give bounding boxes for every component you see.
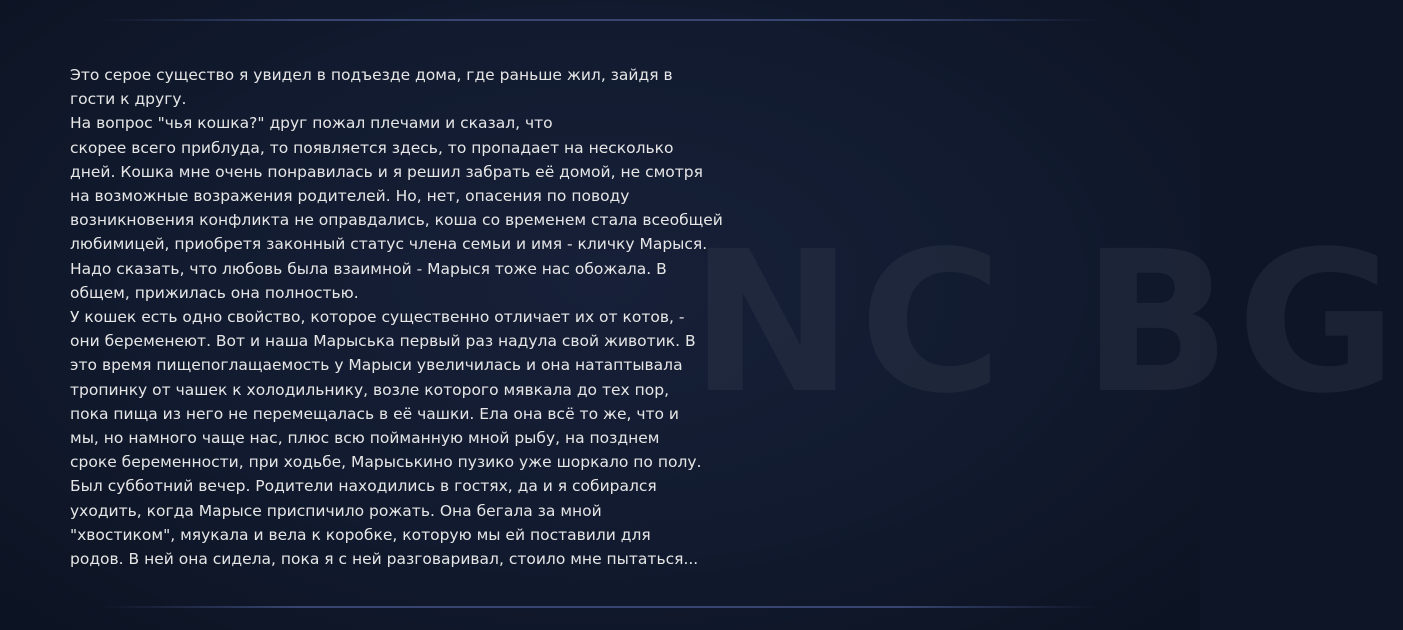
top-divider [100,19,1100,21]
story-line: они беременеют. Вот и наша Марыська первый раз надула свой животик. В [70,332,696,351]
story-line: родов. В ней она сидела, пока я с ней разговаривал, стоило мне пытаться... [70,550,699,569]
story-line: на возможные возражения родителей. Но, нет, опасения по поводу [70,187,630,206]
story-line: дней. Кошка мне очень понравилась и я решил забрать её домой, не смотря [70,162,703,181]
story-line: возникновения конфликта не оправдались, коша со временем стала всеобщей [70,211,723,230]
story-line: Надо сказать, что любовь была взаимной - Марыся тоже нас обожала. В [70,259,667,278]
story-line: уходить, когда Марысе приспичило рожать. Она бегала за мной [70,501,602,520]
story-text [70,63,750,571]
story-line: На вопрос "чья кошка?" друг пожал плечами и сказал, что [70,114,553,133]
story-line: Это серое существо я увидел в подъезде дома, где раньше жил, зайдя в [70,66,673,84]
story-line: любимицей, приобретя законный статус члена семьи и имя - кличку Марыся. [70,235,708,254]
story-line: мы, но намного чаще нас, плюс всю пойманную мной рыбу, на позднем [70,429,660,448]
story-line: сроке беременности, при ходьбе, Марыськино пузико уже шоркало по полу. [70,453,702,472]
story-line: это время пищепоглащаемость у Марыси увеличилась и она натаптывала [70,356,683,375]
story-line: гости к другу. [70,90,187,109]
story-line: скорее всего приблуда, то появляется здесь, то пропадает на несколько [70,138,674,157]
story-line: Был субботний вечер. Родители находились в гостях, да и я собирался [70,477,657,496]
story-line: пока пища из него не перемещалась в её чашки. Ела она всё то же, что и [70,404,680,423]
story-line: общем, прижилась она полностью. [70,283,359,302]
bottom-divider [100,606,1100,608]
watermark-logo: NC BG [690,209,1403,436]
story-line: "хвостиком", мяукала и вела к коробке, которую мы ей поставили для [70,525,651,544]
story-line: У кошек есть одно свойство, которое существенно отличает их от котов, - [70,308,685,327]
story-line: тропинку от чашек к холодильнику, возле которого мявкала до тех пор, [70,380,670,399]
